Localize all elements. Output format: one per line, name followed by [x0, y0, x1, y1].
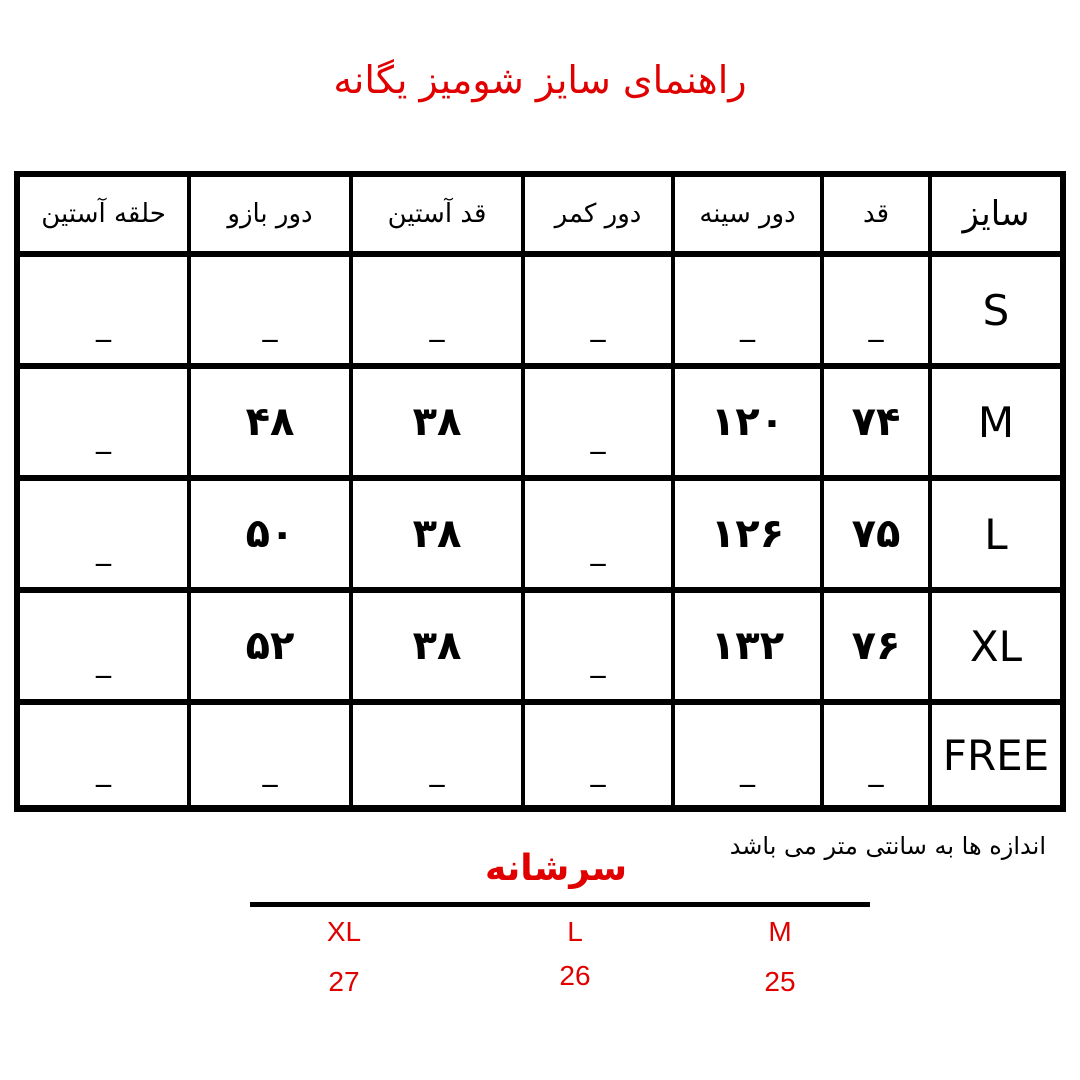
cell-arm: ۴۸	[191, 369, 349, 475]
cell-height: ۷۴	[824, 369, 928, 475]
header-arm: دور بازو	[191, 177, 349, 251]
cell-arm: _	[191, 705, 349, 805]
shoulder-title: سرشانه	[484, 848, 628, 889]
cell-armhole: _	[20, 369, 187, 475]
shoulder-size-value: 25	[764, 966, 796, 997]
cell-height: _	[824, 705, 928, 805]
cell-sleeve-length: _	[353, 257, 521, 363]
shoulder-size-value: 27	[328, 966, 360, 997]
units-note: اندازه ها به سانتی متر می باشد	[729, 832, 1046, 860]
cell-size: FREE	[932, 705, 1060, 805]
cell-height: ۷۵	[824, 481, 928, 587]
cell-chest: ۱۲۶	[675, 481, 820, 587]
cell-waist: _	[525, 369, 671, 475]
cell-height: ۷۶	[824, 593, 928, 699]
page-title: راهنمای سایز شومیز یگانه	[333, 58, 747, 102]
header-chest: دور سینه	[675, 177, 820, 251]
header-sleeve-length: قد آستین	[353, 177, 521, 251]
cell-size: XL	[932, 593, 1060, 699]
cell-size: S	[932, 257, 1060, 363]
cell-arm: ۵۰	[191, 481, 349, 587]
cell-armhole: _	[20, 705, 187, 805]
shoulder-size-label: M	[768, 916, 792, 947]
cell-height: _	[824, 257, 928, 363]
cell-size: M	[932, 369, 1060, 475]
cell-waist: _	[525, 705, 671, 805]
cell-arm: _	[191, 257, 349, 363]
shoulder-size-value: 26	[559, 960, 591, 991]
cell-waist: _	[525, 481, 671, 587]
cell-sleeve-length: _	[353, 705, 521, 805]
header-waist: دور کمر	[525, 177, 671, 251]
header-height: قد	[824, 177, 928, 251]
cell-waist: _	[525, 257, 671, 363]
cell-armhole: _	[20, 257, 187, 363]
cell-chest: _	[675, 705, 820, 805]
cell-chest: _	[675, 257, 820, 363]
shoulder-size-label: L	[567, 916, 583, 947]
size-table	[14, 171, 1066, 812]
cell-sleeve-length: ۳۸	[353, 369, 521, 475]
cell-armhole: _	[20, 593, 187, 699]
cell-size: L	[932, 481, 1060, 587]
header-size: سایز	[932, 177, 1060, 251]
cell-sleeve-length: ۳۸	[353, 481, 521, 587]
cell-sleeve-length: ۳۸	[353, 593, 521, 699]
cell-chest: ۱۲۰	[675, 369, 820, 475]
shoulder-size-label: XL	[326, 916, 362, 947]
cell-arm: ۵۲	[191, 593, 349, 699]
cell-armhole: _	[20, 481, 187, 587]
header-armhole: حلقه آستین	[20, 177, 187, 251]
shoulder-divider	[250, 902, 870, 907]
cell-chest: ۱۳۲	[675, 593, 820, 699]
cell-waist: _	[525, 593, 671, 699]
